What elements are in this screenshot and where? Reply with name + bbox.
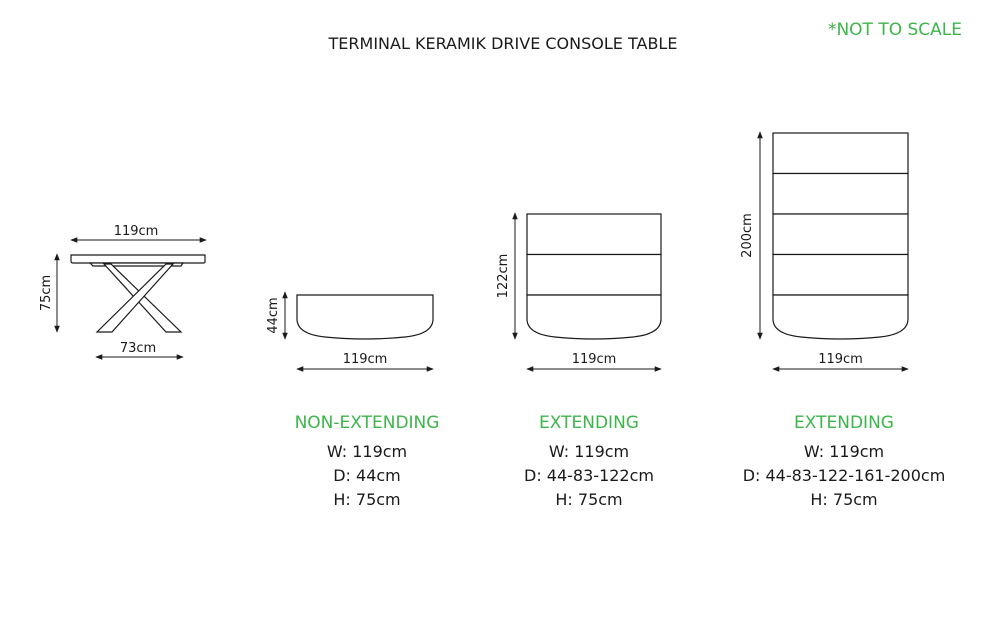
variant-heading: EXTENDING <box>794 413 894 433</box>
plan-view-1 <box>266 292 439 509</box>
table-top-end <box>297 295 433 339</box>
spec-height: H: 75cm <box>555 490 623 509</box>
plan-view-2 <box>496 213 661 509</box>
side-width-label: 119cm <box>113 224 159 239</box>
width-label: 119cm <box>342 352 388 367</box>
side-height-label: 75cm <box>39 274 54 312</box>
depth-label: 122cm <box>496 253 511 299</box>
depth-label: 200cm <box>740 213 755 258</box>
spec-height: H: 75cm <box>333 490 401 509</box>
extension-leaf <box>773 133 908 174</box>
width-label: 119cm <box>571 352 617 367</box>
table-top-end <box>527 295 661 339</box>
spec-width: W: 119cm <box>803 442 885 461</box>
page-title: TERMINAL KERAMIK DRIVE CONSOLE TABLE <box>328 34 678 53</box>
extension-leaf <box>527 214 661 255</box>
variant-heading: EXTENDING <box>539 413 639 433</box>
spec-depth: D: 44cm <box>333 466 401 485</box>
extension-leaf <box>527 255 661 296</box>
spec-depth: D: 44-83-122-161-200cm <box>742 466 946 485</box>
spec-width: W: 119cm <box>326 442 408 461</box>
depth-label: 44cm <box>266 297 281 334</box>
spec-depth: D: 44-83-122cm <box>524 466 654 485</box>
spec-height: H: 75cm <box>810 490 878 509</box>
side-view <box>39 224 206 357</box>
table-top <box>71 255 205 263</box>
extension-leaf <box>773 214 908 255</box>
extension-leaf <box>773 255 908 296</box>
plan-view-3 <box>740 132 945 509</box>
extension-leaf <box>773 174 908 215</box>
spec-width: W: 119cm <box>548 442 630 461</box>
table-top-end <box>773 295 908 339</box>
side-base-label: 73cm <box>119 341 157 356</box>
variant-heading: NON-EXTENDING <box>294 413 440 433</box>
width-label: 119cm <box>818 352 863 367</box>
not-to-scale-note: *NOT TO SCALE <box>827 20 962 40</box>
